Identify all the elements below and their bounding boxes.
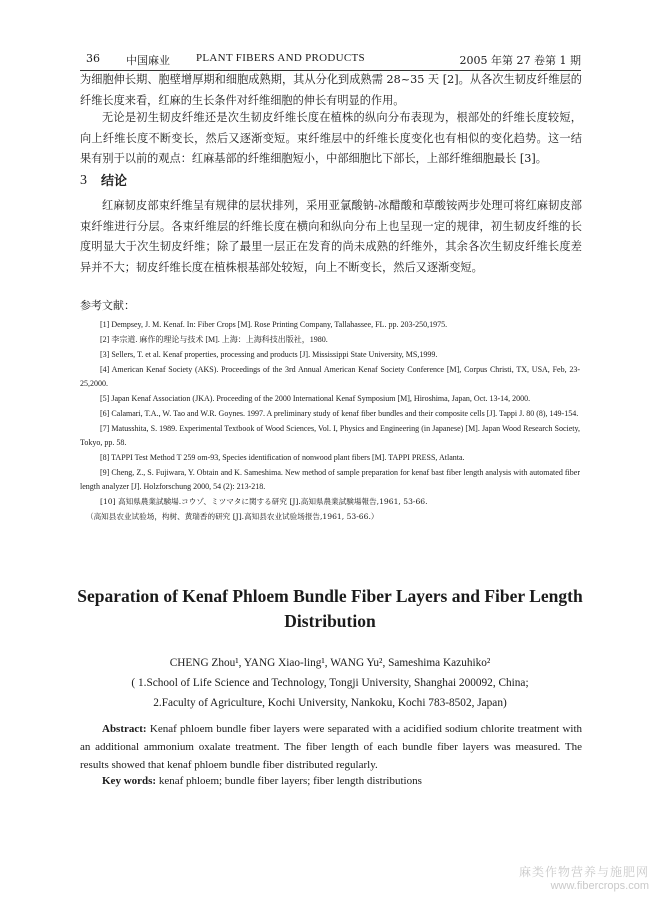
reference-item-translation: （高知县农业试验场，构树、黄瑞香的研究 [J].高知县农业试验场报告,1961, 53-66.） — [86, 512, 379, 522]
reference-item: [9] Cheng, Z., S. Fujiwara, Y. Obtain and K. Sameshima. New method of sample preparation for kenaf bast fiber length analysis with automated fiber length analyzer [J]. Holzforschung 2000, 54 (2): 213-218. — [80, 468, 580, 492]
section-title: 结论 — [101, 174, 128, 189]
section-number: 3 — [80, 173, 87, 188]
reference-item: [5] Japan Kenaf Association (JKA). Proceeding of the 2000 International Kenaf Symposium [M], Hiroshima, Japan, Oct. 13-14, 2000. — [100, 394, 531, 404]
body-paragraph-1: 为细胞伸长期、胞壁增厚期和细胞成熟期，其从分化到成熟需 28~35 天 [2]。从各次生韧皮纤维层的纤维长度来看，红麻的生长条件对纤维细胞的伸长有明显的作用。 — [80, 73, 582, 107]
reference-item: [2] 李宗道. 麻作的理论与技术 [M]. 上海：上海科技出版社，1980. — [100, 334, 328, 344]
keywords-text: kenaf phloem; bundle fiber layers; fiber length distributions — [158, 775, 422, 787]
keywords-label: Key words: — [102, 775, 157, 787]
journal-name-en: PLANT FIBERS AND PRODUCTS — [196, 52, 365, 64]
issue-info: 2005 年第 27 卷第 1 期 — [459, 54, 581, 67]
reference-item: [8] TAPPI Test Method T 259 om-93, Species identification of nonwood plant fibers [M]. TAPPI PRESS, Atlanta. — [100, 453, 465, 463]
keywords — [80, 772, 582, 790]
watermark-text: 麻类作物营养与施肥网 — [518, 865, 649, 879]
abstract — [80, 720, 582, 774]
english-title: Separation of Kenaf Phloem Bundle Fiber Layers and Fiber Length Distribution — [77, 586, 583, 631]
abstract-text: Kenaf phloem bundle fiber layers were separated with a acidified sodium chlorite treatment with an additional ammonium oxalate treatment. The fiber length of each bundle fiber layers was measured. The results showed that kenaf phloem bundle fiber distributed regularly. — [80, 723, 583, 771]
abstract-label: Abstract: — [102, 723, 147, 735]
watermark-url: www.fibercrops.com — [550, 880, 649, 892]
reference-item: [10] 高知県農業試験場.コウゾ、ミツマタに関する研究 [J].高知県農業試験場報告,1961, 53-66. — [100, 497, 428, 507]
affiliation-2: 2.Faculty of Agriculture, Kochi University, Nankoku, Kochi 783-8502, Japan) — [153, 697, 507, 709]
author-list: CHENG Zhou¹, YANG Xiao-ling¹, WANG Yu², Sameshima Kazuhiko² — [169, 657, 491, 669]
reference-item: [1] Dempsey, J. M. Kenaf. In: Fiber Crops [M]. Rose Printing Company, Tallahassee, FL. pp. 203-250,1975. — [100, 320, 448, 329]
reference-item: [6] Calamari, T.A., W. Tao and W.R. Goynes. 1997. A preliminary study of kenaf fiber bundles and their composite cells [J]. Tappi J. 80 (8), 149-154. — [100, 408, 579, 418]
affiliation-1: ( 1.School of Life Science and Technology, Tongji University, Shanghai 200092, China; — [131, 677, 529, 689]
affiliations — [70, 673, 590, 713]
references-heading: 参考文献： — [80, 299, 135, 312]
page-number: 36 — [86, 52, 100, 65]
reference-item: [7] Matusshita, S. 1989. Experimental Textbook of Wood Sciences, Vol. I, Physics and Engineering (in Japanese) [M]. Japan Wood Research Society, Tokyo, pp. 58. — [80, 423, 580, 448]
reference-item: [3] Sellers, T. et al. Kenaf properties, processing and products [J]. Mississippi State University, MS,1999. — [100, 349, 438, 359]
running-header — [86, 52, 581, 70]
reference-list — [80, 318, 580, 525]
reference-item: [4] American Kenaf Society (AKS). Proceedings of the 3rd Annual American Kenaf Society Conference [M], Corpus Christi, TX, USA, Feb, 23-25,2000. — [80, 364, 580, 389]
conclusion-paragraph: 红麻韧皮部束纤维呈有规律的层状排列，采用亚氯酸钠-冰醋酸和草酸铵两步处理可将红麻韧皮部束纤维进行分层。各束纤维层的纤维长度在横向和纵向分布上也呈现一定的规律，初生韧皮纤维的长度明显大于次生韧皮纤维；除了最里一层正在发育的尚未成熟的纤维外，其余各次生韧皮纤维长度差异并不大；韧皮纤维长度在植株根基部处较短，向上不断变长，然后又逐渐变短。 — [80, 199, 582, 274]
journal-name-cn: 中国麻业 — [126, 54, 170, 67]
body-paragraph-2: 无论是初生韧皮纤维还是次生韧皮纤维长度在植株的纵向分布表现为，根部处的纤维长度较短，向上纤维长度不断变长，然后又逐渐变短。束纤维层中的纤维长度变化也有相似的变化趋势。这一结果有别于以前的观点：红麻基部的纤维细胞短小，中部细胞比下部长，上部纤维细胞最长 [3]。 — [80, 111, 582, 166]
